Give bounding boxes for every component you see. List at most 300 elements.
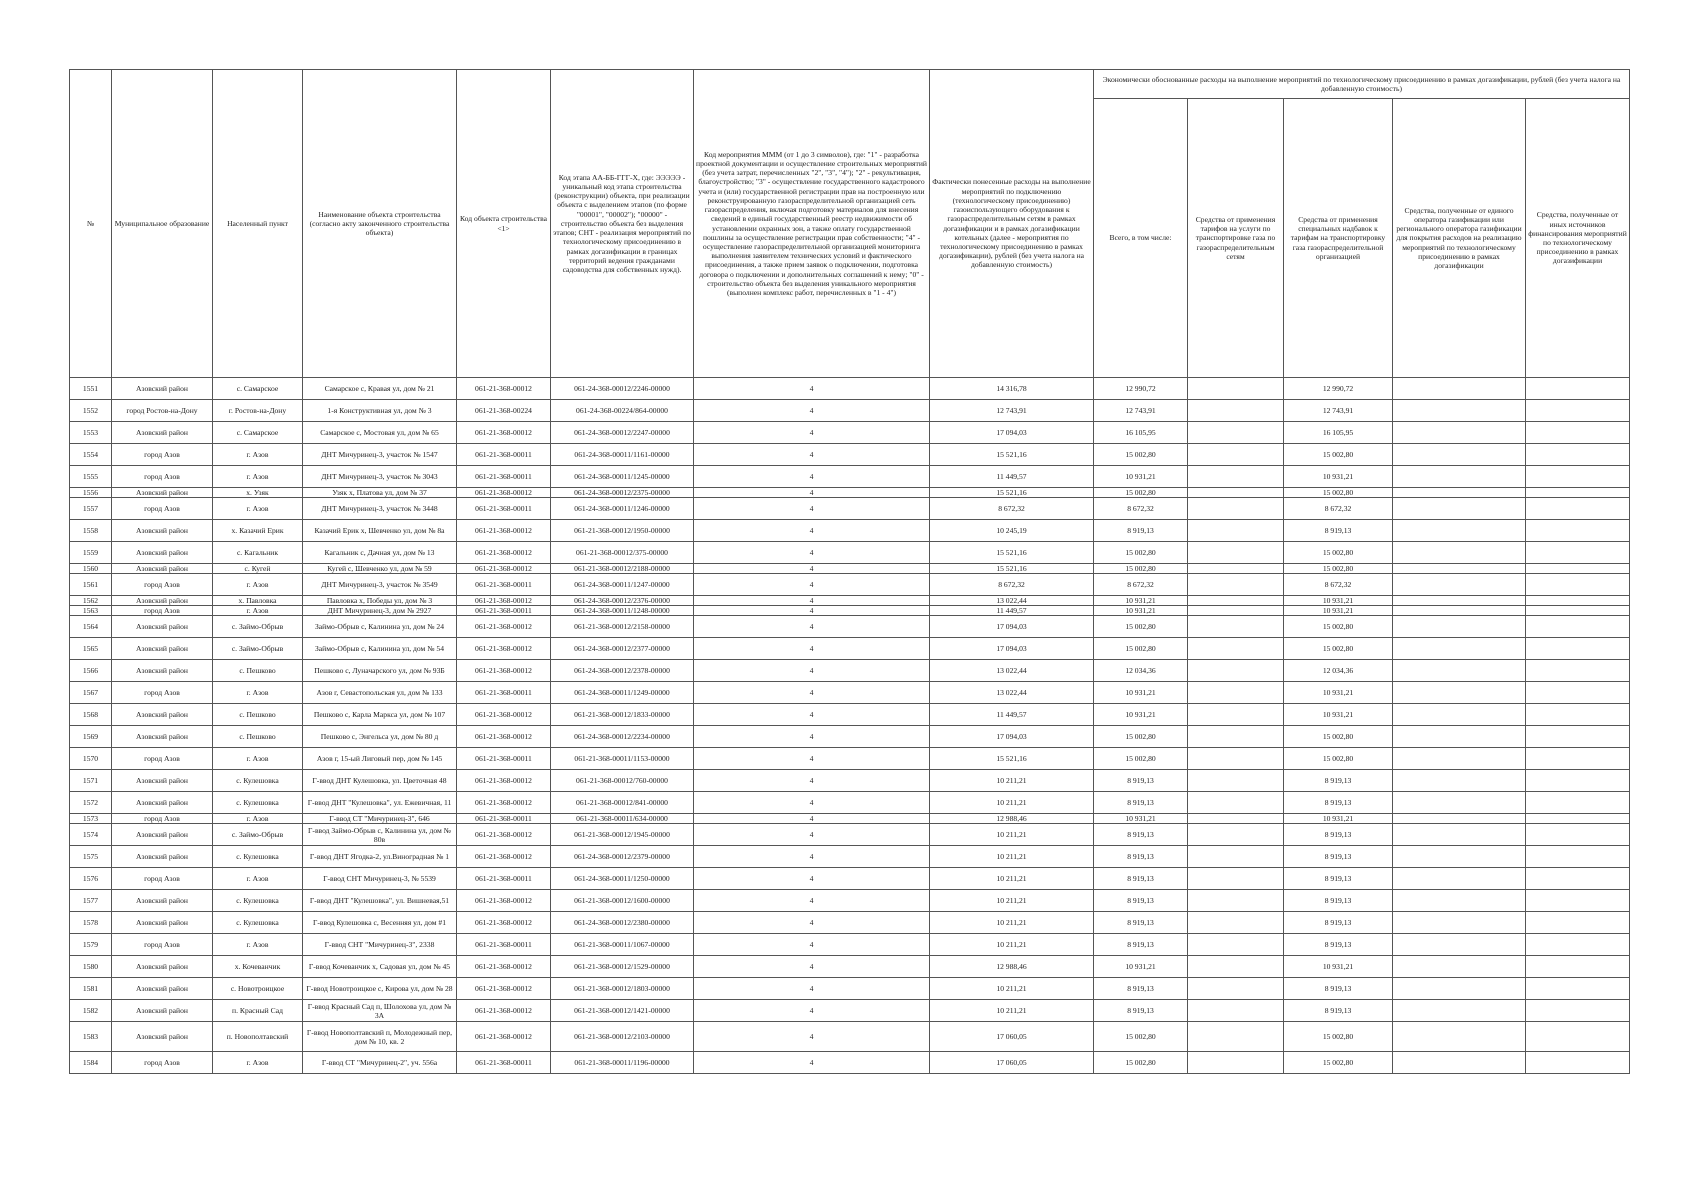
- header-locality: Населенный пункт: [213, 70, 303, 378]
- header-econ-group: Экономически обоснованные расходы на выполнение мероприятий по технологическому присоединению в рамках догазификации, рублей (без учета налога на добавленную стоимость): [1094, 70, 1630, 99]
- cell-act: 4: [694, 444, 930, 466]
- cell-tariff: [1188, 498, 1284, 520]
- cell-mo: Азовский район: [112, 378, 213, 400]
- cell-np: г. Азов: [213, 868, 303, 890]
- cell-mo: Азовский район: [112, 978, 213, 1000]
- cell-total: 15 002,80: [1094, 616, 1188, 638]
- cell-np: п. Красный Сад: [213, 1000, 303, 1022]
- cell-num: 1557: [70, 498, 112, 520]
- cell-act: 4: [694, 616, 930, 638]
- cell-tariff: [1188, 956, 1284, 978]
- cell-other: [1526, 956, 1630, 978]
- cell-act: 4: [694, 596, 930, 606]
- cell-mo: Азовский район: [112, 824, 213, 846]
- cell-stage: 061-24-368-00011/1248-00000: [551, 606, 694, 616]
- cell-other: [1526, 400, 1630, 422]
- table-row: [70, 682, 1630, 704]
- cell-oper: [1393, 868, 1526, 890]
- cell-oper: [1393, 846, 1526, 868]
- table-row: [70, 422, 1630, 444]
- cell-tariff: [1188, 638, 1284, 660]
- cell-other: [1526, 704, 1630, 726]
- cell-num: 1551: [70, 378, 112, 400]
- cell-name: Г-ввод СТ "Мичуринец-3", 646: [303, 814, 457, 824]
- cell-num: 1579: [70, 934, 112, 956]
- cell-obj: 061-21-368-00012: [457, 846, 551, 868]
- cell-oper: [1393, 400, 1526, 422]
- cell-np: с. Кулешовка: [213, 890, 303, 912]
- cell-oper: [1393, 912, 1526, 934]
- cell-sur: 15 002,80: [1284, 1022, 1393, 1052]
- cell-other: [1526, 868, 1630, 890]
- cell-sur: 8 919,13: [1284, 824, 1393, 846]
- cell-obj: 061-21-368-00012: [457, 978, 551, 1000]
- cell-tariff: [1188, 824, 1284, 846]
- cell-sur: 8 919,13: [1284, 792, 1393, 814]
- cell-tariff: [1188, 682, 1284, 704]
- cell-oper: [1393, 378, 1526, 400]
- cell-name: Г-ввод СНТ Мичуринец-3, № 5539: [303, 868, 457, 890]
- cell-np: с. Пешково: [213, 704, 303, 726]
- cell-obj: 061-21-368-00012: [457, 488, 551, 498]
- cell-other: [1526, 1052, 1630, 1074]
- cell-num: 1583: [70, 1022, 112, 1052]
- cell-name: Г-ввод ДНТ "Кулешовка", ул. Вишневая,51: [303, 890, 457, 912]
- cell-fact: 17 094,03: [930, 726, 1094, 748]
- table-row: [70, 488, 1630, 498]
- cell-fact: 12 988,46: [930, 814, 1094, 824]
- cell-total: 10 931,21: [1094, 814, 1188, 824]
- cell-num: 1555: [70, 466, 112, 488]
- cell-np: г. Азов: [213, 814, 303, 824]
- cell-tariff: [1188, 748, 1284, 770]
- cell-fact: 17 060,05: [930, 1052, 1094, 1074]
- cell-obj: 061-21-368-00012: [457, 824, 551, 846]
- cell-fact: 11 449,57: [930, 466, 1094, 488]
- cell-oper: [1393, 422, 1526, 444]
- cell-name: Г-ввод СТ "Мичуринец-2", уч. 556а: [303, 1052, 457, 1074]
- cell-act: 4: [694, 912, 930, 934]
- cell-fact: 10 245,19: [930, 520, 1094, 542]
- cell-mo: Азовский район: [112, 846, 213, 868]
- cell-name: Г-ввод ДНТ "Кулешовка", ул. Ежевичная, 11: [303, 792, 457, 814]
- cell-tariff: [1188, 868, 1284, 890]
- cell-total: 8 919,13: [1094, 792, 1188, 814]
- cell-obj: 061-21-368-00224: [457, 400, 551, 422]
- cell-sur: 12 034,36: [1284, 660, 1393, 682]
- cell-oper: [1393, 606, 1526, 616]
- cell-oper: [1393, 542, 1526, 564]
- cell-name: Г-ввод Кочеванчик х, Садовая ул, дом № 45: [303, 956, 457, 978]
- cell-oper: [1393, 704, 1526, 726]
- header-other-funds: Средства, полученные от иных источников финансирования мероприятий по технологическому присоединению в рамках догазификации: [1526, 99, 1630, 378]
- cell-np: г. Азов: [213, 748, 303, 770]
- table-row: [70, 596, 1630, 606]
- cell-mo: Азовский район: [112, 488, 213, 498]
- cell-other: [1526, 520, 1630, 542]
- cell-sur: 10 931,21: [1284, 606, 1393, 616]
- cell-name: Г-ввод ДНТ Ягодка-2, ул.Виноградная № 1: [303, 846, 457, 868]
- header-municipality: Муниципальное образование: [112, 70, 213, 378]
- cell-oper: [1393, 978, 1526, 1000]
- cell-total: 8 672,32: [1094, 574, 1188, 596]
- cell-oper: [1393, 934, 1526, 956]
- cell-np: с. Кагальник: [213, 542, 303, 564]
- cell-name: Г-ввод Новополтавский п, Молодежный пер, дом № 10, кв. 2: [303, 1022, 457, 1052]
- header-activity-code: Код мероприятия МММ (от 1 до 3 символов), где: "1" - разработка проектной документации и осуществление строительных мероприятий (без учета затрат, перечисленных "2", "3", "4"); "2" - рекультивация, благоустройство; "3" - осуществление государственного кадастрового учета и (или) государственной регистрации прав на построенную или реконструированную газораспределительной организацией сеть газораспределения, включая подготовку материалов для внесения сведений в единый государственный реестр недвижимости об установлении охранных зон, а также оплату государственной пошлины за осуществление регистрации прав собственности; "4" - осуществление газораспределительной организацией мониторинга выполнения заявителем технических условий и фактического присоединения, а также прием заявок о подключении, подготовка договора о подключении и дополнительных соглашений к нему; "0" - строительство объекта без выделения уникального мероприятия (выполнен комплекс работ, перечисленных в "1 - 4"): [694, 70, 930, 378]
- cell-stage: 061-24-368-00011/1246-00000: [551, 498, 694, 520]
- cell-act: 4: [694, 726, 930, 748]
- cell-act: 4: [694, 542, 930, 564]
- cell-obj: 061-21-368-00011: [457, 682, 551, 704]
- cell-other: [1526, 574, 1630, 596]
- cell-obj: 061-21-368-00012: [457, 660, 551, 682]
- cell-stage: 061-21-368-00012/841-00000: [551, 792, 694, 814]
- cell-tariff: [1188, 520, 1284, 542]
- cell-fact: 10 211,21: [930, 824, 1094, 846]
- cell-stage: 061-24-368-00012/2377-00000: [551, 638, 694, 660]
- cell-obj: 061-21-368-00012: [457, 616, 551, 638]
- table-row: [70, 444, 1630, 466]
- table-row: [70, 498, 1630, 520]
- cell-tariff: [1188, 934, 1284, 956]
- cell-stage: 061-21-368-00012/760-00000: [551, 770, 694, 792]
- cell-total: 10 931,21: [1094, 704, 1188, 726]
- cell-fact: 17 060,05: [930, 1022, 1094, 1052]
- cell-np: с. Самарское: [213, 378, 303, 400]
- cell-fact: 13 022,44: [930, 660, 1094, 682]
- cell-obj: 061-21-368-00011: [457, 466, 551, 488]
- table-row: [70, 520, 1630, 542]
- cell-other: [1526, 846, 1630, 868]
- cell-mo: Азовский район: [112, 704, 213, 726]
- cell-oper: [1393, 726, 1526, 748]
- cell-obj: 061-21-368-00012: [457, 520, 551, 542]
- cell-sur: 10 931,21: [1284, 704, 1393, 726]
- table-row: [70, 770, 1630, 792]
- cell-stage: 061-21-368-00012/1803-00000: [551, 978, 694, 1000]
- header-tariff-funds: Средства от применения тарифов на услуги по транспортировке газа по газораспределительным сетям: [1188, 99, 1284, 378]
- cell-obj: 061-21-368-00012: [457, 638, 551, 660]
- cell-other: [1526, 596, 1630, 606]
- table-row: [70, 466, 1630, 488]
- cell-fact: 8 672,32: [930, 574, 1094, 596]
- cell-np: с. Займо-Обрыв: [213, 824, 303, 846]
- cell-fact: 15 521,16: [930, 542, 1094, 564]
- cell-act: 4: [694, 846, 930, 868]
- cell-stage: 061-21-368-00012/1833-00000: [551, 704, 694, 726]
- header-num: №: [70, 70, 112, 378]
- cell-fact: 12 743,91: [930, 400, 1094, 422]
- cell-other: [1526, 1000, 1630, 1022]
- cell-np: с. Займо-Обрыв: [213, 638, 303, 660]
- cell-other: [1526, 498, 1630, 520]
- cell-sur: 8 919,13: [1284, 868, 1393, 890]
- cell-stage: 061-24-368-00011/1250-00000: [551, 868, 694, 890]
- cell-other: [1526, 978, 1630, 1000]
- table-row: [70, 824, 1630, 846]
- cell-total: 8 672,32: [1094, 498, 1188, 520]
- cell-np: г. Азов: [213, 934, 303, 956]
- cell-total: 12 034,36: [1094, 660, 1188, 682]
- cell-oper: [1393, 1052, 1526, 1074]
- cell-act: 4: [694, 564, 930, 574]
- cell-name: Самарское с, Кравая ул, дом № 21: [303, 378, 457, 400]
- cell-obj: 061-21-368-00012: [457, 912, 551, 934]
- cell-obj: 061-21-368-00012: [457, 770, 551, 792]
- cell-np: х. Павловка: [213, 596, 303, 606]
- cell-num: 1564: [70, 616, 112, 638]
- cell-stage: 061-21-368-00012/1421-00000: [551, 1000, 694, 1022]
- cell-obj: 061-21-368-00011: [457, 444, 551, 466]
- cell-act: 4: [694, 956, 930, 978]
- cell-total: 8 919,13: [1094, 978, 1188, 1000]
- cell-stage: 061-24-368-00012/2246-00000: [551, 378, 694, 400]
- cell-np: с. Пешково: [213, 660, 303, 682]
- cell-tariff: [1188, 542, 1284, 564]
- table-header: [70, 70, 1630, 378]
- table-row: [70, 846, 1630, 868]
- cell-oper: [1393, 792, 1526, 814]
- cell-mo: Азовский район: [112, 596, 213, 606]
- cell-tariff: [1188, 1000, 1284, 1022]
- cell-tariff: [1188, 574, 1284, 596]
- cell-other: [1526, 466, 1630, 488]
- cell-obj: 061-21-368-00011: [457, 748, 551, 770]
- cell-num: 1574: [70, 824, 112, 846]
- table-row: [70, 400, 1630, 422]
- cell-tariff: [1188, 704, 1284, 726]
- cell-mo: Азовский район: [112, 956, 213, 978]
- cell-stage: 061-21-368-00012/375-00000: [551, 542, 694, 564]
- table-row: [70, 542, 1630, 564]
- table-row: [70, 792, 1630, 814]
- cell-total: 10 931,21: [1094, 596, 1188, 606]
- table-row: [70, 956, 1630, 978]
- cell-tariff: [1188, 466, 1284, 488]
- cell-sur: 12 990,72: [1284, 378, 1393, 400]
- cell-total: 10 931,21: [1094, 682, 1188, 704]
- cell-other: [1526, 770, 1630, 792]
- cell-obj: 061-21-368-00012: [457, 956, 551, 978]
- table-row: [70, 890, 1630, 912]
- cell-act: 4: [694, 498, 930, 520]
- cell-mo: город Азов: [112, 814, 213, 824]
- cell-fact: 10 211,21: [930, 912, 1094, 934]
- cell-np: п. Новополтавский: [213, 1022, 303, 1052]
- cell-other: [1526, 564, 1630, 574]
- cell-num: 1576: [70, 868, 112, 890]
- cell-act: 4: [694, 400, 930, 422]
- cell-obj: 061-21-368-00012: [457, 1022, 551, 1052]
- cell-num: 1566: [70, 660, 112, 682]
- cell-total: 15 002,80: [1094, 542, 1188, 564]
- cell-sur: 8 919,13: [1284, 890, 1393, 912]
- cell-stage: 061-21-368-00011/1153-00000: [551, 748, 694, 770]
- cell-fact: 15 521,16: [930, 488, 1094, 498]
- cell-np: г. Ростов-на-Дону: [213, 400, 303, 422]
- cell-mo: Азовский район: [112, 770, 213, 792]
- cell-oper: [1393, 660, 1526, 682]
- cell-sur: 15 002,80: [1284, 748, 1393, 770]
- cell-name: ДНТ Мичуринец-3, участок № 3448: [303, 498, 457, 520]
- cell-mo: город Азов: [112, 466, 213, 488]
- cell-obj: 061-21-368-00011: [457, 606, 551, 616]
- cell-oper: [1393, 748, 1526, 770]
- cell-name: Казачий Ерик х, Шевченко ул, дом № 8а: [303, 520, 457, 542]
- cell-fact: 10 211,21: [930, 792, 1094, 814]
- cell-sur: 8 919,13: [1284, 770, 1393, 792]
- cell-total: 12 990,72: [1094, 378, 1188, 400]
- cell-name: Азов г, Севастопольская ул, дом № 133: [303, 682, 457, 704]
- cell-fact: 13 022,44: [930, 596, 1094, 606]
- cell-fact: 10 211,21: [930, 868, 1094, 890]
- cell-act: 4: [694, 814, 930, 824]
- cell-tariff: [1188, 400, 1284, 422]
- cell-np: х. Узяк: [213, 488, 303, 498]
- cell-num: 1556: [70, 488, 112, 498]
- cell-name: ДНТ Мичуринец-3, дом № 2927: [303, 606, 457, 616]
- cell-act: 4: [694, 606, 930, 616]
- cell-tariff: [1188, 606, 1284, 616]
- cell-total: 10 931,21: [1094, 956, 1188, 978]
- cell-mo: город Азов: [112, 574, 213, 596]
- cell-name: Г-ввод Кулешовка с, Весенняя ул, дом #1: [303, 912, 457, 934]
- cell-oper: [1393, 616, 1526, 638]
- cell-mo: Азовский район: [112, 638, 213, 660]
- cell-fact: 17 094,03: [930, 422, 1094, 444]
- cell-num: 1560: [70, 564, 112, 574]
- cell-obj: 061-21-368-00012: [457, 596, 551, 606]
- cell-stage: 061-21-368-00012/1950-00000: [551, 520, 694, 542]
- cell-np: г. Азов: [213, 444, 303, 466]
- cell-total: 15 002,80: [1094, 638, 1188, 660]
- cell-num: 1584: [70, 1052, 112, 1074]
- cell-oper: [1393, 956, 1526, 978]
- cell-name: Пешково с, Карла Маркса ул, дом № 107: [303, 704, 457, 726]
- cell-num: 1573: [70, 814, 112, 824]
- cell-mo: Азовский район: [112, 564, 213, 574]
- cell-name: Г-ввод Новотроицкое с, Кирова ул, дом № 28: [303, 978, 457, 1000]
- cell-tariff: [1188, 488, 1284, 498]
- cell-num: 1580: [70, 956, 112, 978]
- cell-stage: 061-21-368-00012/1529-00000: [551, 956, 694, 978]
- table-row: [70, 934, 1630, 956]
- cell-name: Самарское с, Мостовая ул, дом № 65: [303, 422, 457, 444]
- table-row: [70, 726, 1630, 748]
- header-actual-costs: Фактически понесенные расходы на выполнение мероприятий по подключению (технологическому присоединению) газоиспользующего оборудования к газораспределительным сетям в рамках догазификации и в рамках догазификации котельных (далее - мероприятия по технологическому присоединению в рамках догазификации), рублей (без учета налога на добавленную стоимость): [930, 70, 1094, 378]
- cell-other: [1526, 422, 1630, 444]
- cell-tariff: [1188, 846, 1284, 868]
- cell-tariff: [1188, 422, 1284, 444]
- cell-name: Займо-Обрыв с, Калинина ул, дом № 54: [303, 638, 457, 660]
- cell-other: [1526, 824, 1630, 846]
- cell-num: 1569: [70, 726, 112, 748]
- cell-np: с. Кугей: [213, 564, 303, 574]
- cell-np: г. Азов: [213, 1052, 303, 1074]
- cell-other: [1526, 912, 1630, 934]
- cell-fact: 13 022,44: [930, 682, 1094, 704]
- cell-tariff: [1188, 596, 1284, 606]
- cell-tariff: [1188, 770, 1284, 792]
- cell-oper: [1393, 1000, 1526, 1022]
- cell-stage: 061-24-368-00012/2379-00000: [551, 846, 694, 868]
- cell-tariff: [1188, 1022, 1284, 1052]
- cell-name: ДНТ Мичуринец-3, участок № 3549: [303, 574, 457, 596]
- cell-name: Займо-Обрыв с, Калинина ул, дом № 24: [303, 616, 457, 638]
- cell-name: Кагальник с, Дачная ул, дом № 13: [303, 542, 457, 564]
- cell-sur: 12 743,91: [1284, 400, 1393, 422]
- cell-stage: 061-21-368-00012/2188-00000: [551, 564, 694, 574]
- cell-np: г. Азов: [213, 498, 303, 520]
- cell-num: 1558: [70, 520, 112, 542]
- cell-np: г. Азов: [213, 574, 303, 596]
- cell-tariff: [1188, 378, 1284, 400]
- cell-total: 10 931,21: [1094, 606, 1188, 616]
- cell-fact: 11 449,57: [930, 606, 1094, 616]
- cell-stage: 061-24-368-00012/2378-00000: [551, 660, 694, 682]
- table-row: [70, 574, 1630, 596]
- cell-act: 4: [694, 770, 930, 792]
- cell-sur: 16 105,95: [1284, 422, 1393, 444]
- cell-stage: 061-21-368-00011/1196-00000: [551, 1052, 694, 1074]
- cell-tariff: [1188, 890, 1284, 912]
- cell-oper: [1393, 520, 1526, 542]
- cell-total: 15 002,80: [1094, 1022, 1188, 1052]
- cell-sur: 15 002,80: [1284, 542, 1393, 564]
- cell-act: 4: [694, 748, 930, 770]
- cell-total: 8 919,13: [1094, 912, 1188, 934]
- cell-np: с. Кулешовка: [213, 912, 303, 934]
- cell-name: ДНТ Мичуринец-3, участок № 3043: [303, 466, 457, 488]
- cell-sur: 10 931,21: [1284, 466, 1393, 488]
- cell-sur: 8 919,13: [1284, 934, 1393, 956]
- cell-num: 1572: [70, 792, 112, 814]
- cell-obj: 061-21-368-00011: [457, 574, 551, 596]
- cell-sur: 15 002,80: [1284, 444, 1393, 466]
- cell-np: с. Займо-Обрыв: [213, 616, 303, 638]
- cell-np: г. Азов: [213, 466, 303, 488]
- cell-obj: 061-21-368-00011: [457, 934, 551, 956]
- cell-act: 4: [694, 978, 930, 1000]
- cell-obj: 061-21-368-00012: [457, 792, 551, 814]
- cell-mo: Азовский район: [112, 726, 213, 748]
- cell-stage: 061-24-368-00011/1245-00000: [551, 466, 694, 488]
- cell-total: 12 743,91: [1094, 400, 1188, 422]
- header-object-name: Наименование объекта строительства (согласно акту законченного строительства объекта): [303, 70, 457, 378]
- cell-other: [1526, 748, 1630, 770]
- table-row: [70, 660, 1630, 682]
- table-row: [70, 748, 1630, 770]
- cell-num: 1559: [70, 542, 112, 564]
- cell-obj: 061-21-368-00011: [457, 868, 551, 890]
- cell-name: Павловка х, Победы ул, дом № 3: [303, 596, 457, 606]
- table-row: [70, 638, 1630, 660]
- cell-tariff: [1188, 564, 1284, 574]
- cell-obj: 061-21-368-00011: [457, 498, 551, 520]
- cell-num: 1577: [70, 890, 112, 912]
- table-row: [70, 1052, 1630, 1074]
- cell-fact: 15 521,16: [930, 444, 1094, 466]
- cell-other: [1526, 890, 1630, 912]
- cell-num: 1582: [70, 1000, 112, 1022]
- cell-total: 10 931,21: [1094, 466, 1188, 488]
- data-table: [69, 69, 1630, 1074]
- cell-num: 1554: [70, 444, 112, 466]
- cell-other: [1526, 934, 1630, 956]
- cell-oper: [1393, 444, 1526, 466]
- cell-other: [1526, 606, 1630, 616]
